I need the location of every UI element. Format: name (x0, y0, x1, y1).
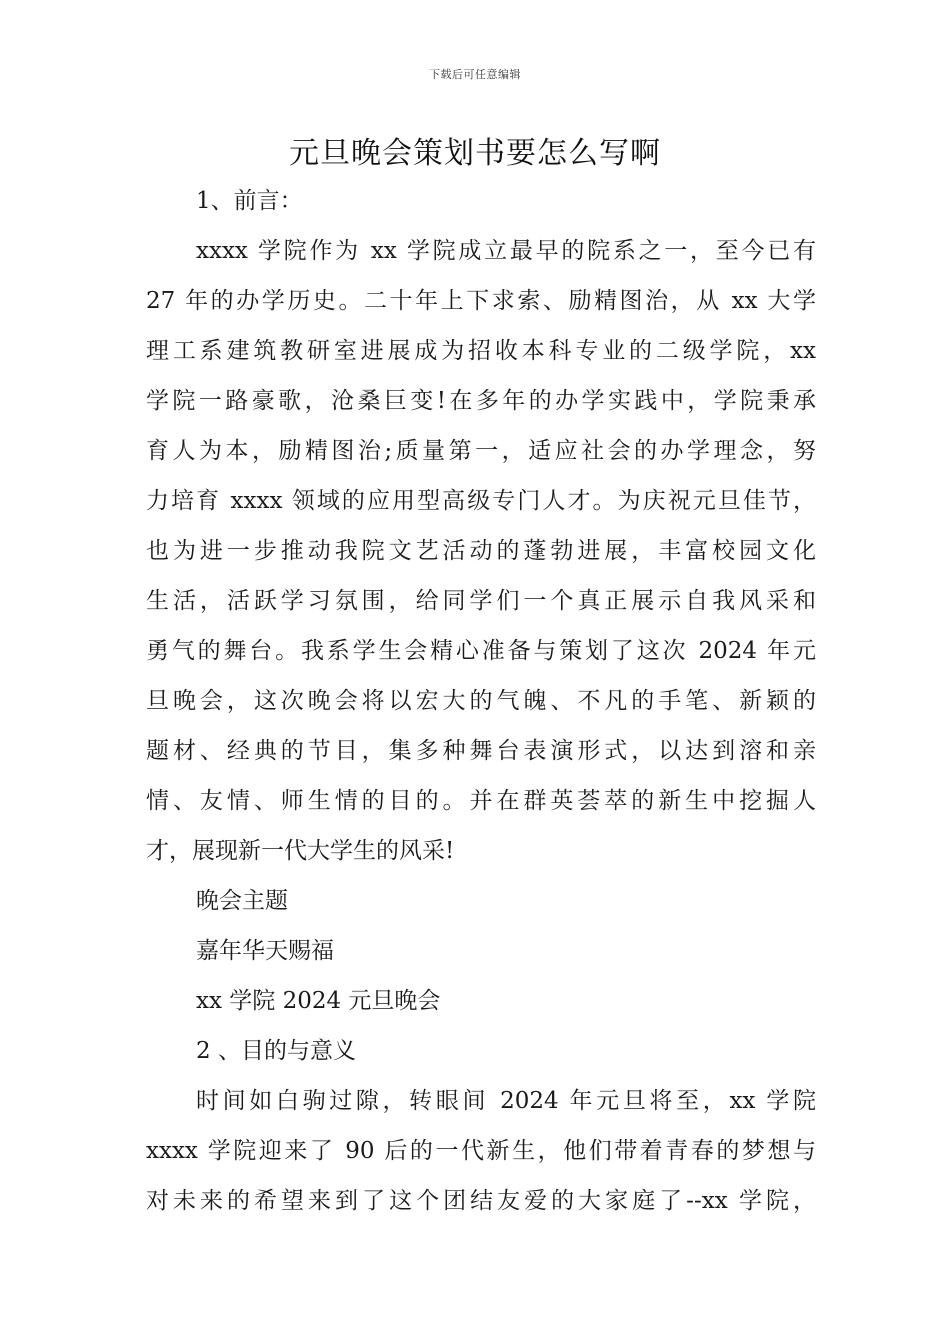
text-line: 对未来的希望来到了这个团结友爱的大家庭了--xx 学院， (146, 1188, 816, 1214)
text-line: 2 、目的与意义 (196, 1038, 356, 1064)
document-body (146, 176, 816, 1226)
text-line: 题材、经典的节目，集多种舞台表演形式，以达到溶和亲 (146, 738, 816, 764)
text-line: 时间如白驹过隙，转眼间 2024 年元旦将至，xx 学院 (196, 1088, 816, 1114)
text-line: 1、前言： (196, 188, 303, 214)
text-line: 才，展现新一代大学生的风采! (146, 838, 455, 864)
text-line: 学院一路豪歌，沧桑巨变!在多年的办学实践中，学院秉承 (146, 388, 816, 414)
text-line: 情、友情、师生情的目的。并在群英荟萃的新生中挖掘人 (146, 788, 816, 814)
header-note: 下载后可任意编辑 (429, 68, 521, 81)
text-line: 旦晚会，这次晚会将以宏大的气魄、不凡的手笔、新颖的 (146, 688, 816, 714)
text-line: 理工系建筑教研室进展成为招收本科专业的二级学院，xx (146, 338, 816, 364)
text-line: 27 年的办学历史。二十年上下求索、励精图治，从 xx 大学 (146, 288, 816, 314)
text-line: 晚会主题 (196, 888, 288, 914)
text-line: 育人为本，励精图治;质量第一，适应社会的办学理念，努 (146, 438, 816, 464)
text-line: xx 学院 2024 元旦晚会 (196, 988, 441, 1014)
text-line: 勇气的舞台。我系学生会精心准备与策划了这次 2024 年元 (146, 638, 816, 664)
text-line: xxxx 学院作为 xx 学院成立最早的院系之一，至今已有 (196, 238, 816, 264)
text-line: 也为进一步推动我院文艺活动的蓬勃进展，丰富校园文化 (146, 538, 816, 564)
document-title: 元旦晚会策划书要怎么写啊 (289, 136, 661, 171)
text-line: 力培育 xxxx 领域的应用型高级专门人才。为庆祝元旦佳节， (146, 488, 816, 514)
text-line: xxxx 学院迎来了 90 后的一代新生，他们带着青春的梦想与 (146, 1138, 816, 1164)
text-line: 嘉年华天赐福 (196, 938, 334, 964)
text-line: 生活，活跃学习氛围，给同学们一个真正展示自我风采和 (146, 588, 816, 614)
